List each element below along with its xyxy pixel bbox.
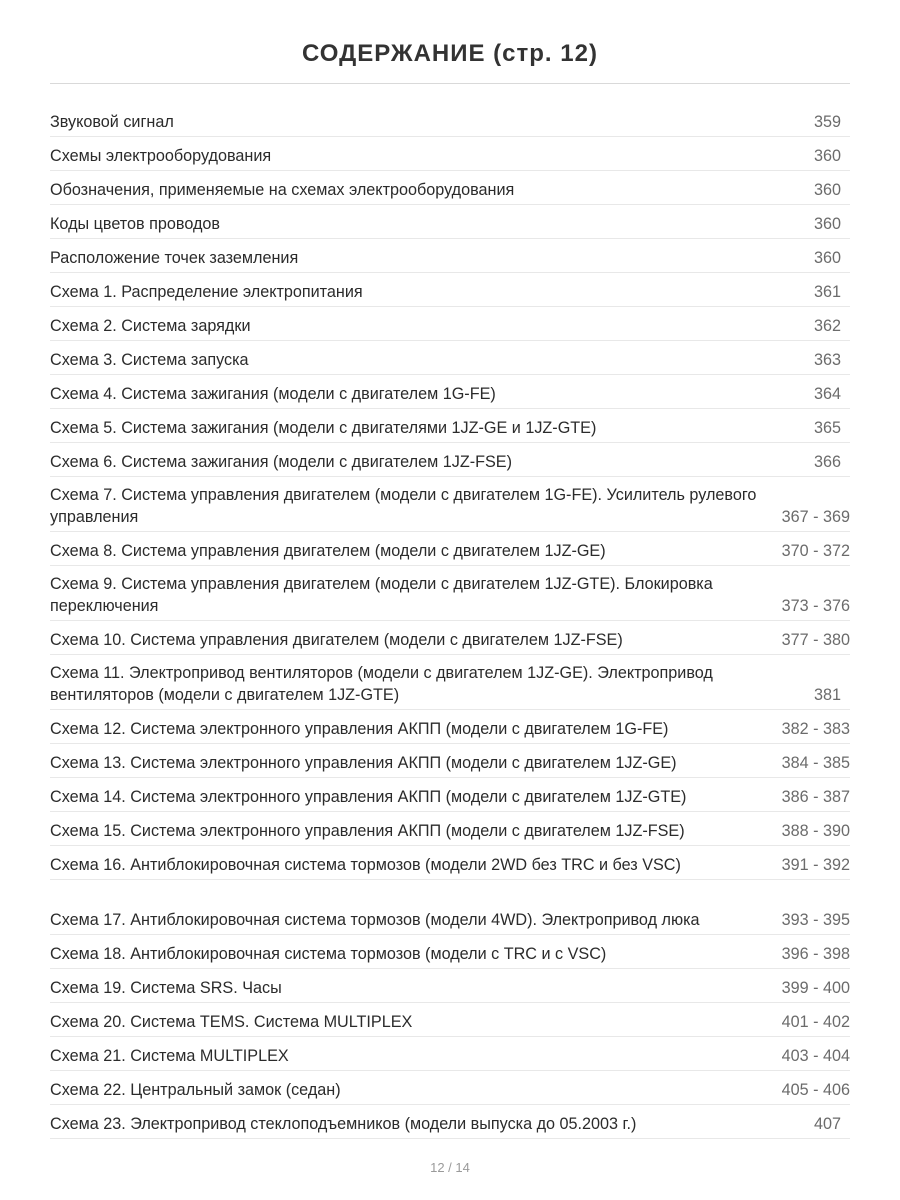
toc-entry-page: 359 bbox=[813, 112, 841, 131]
toc-entry-page: 382 - 383 bbox=[781, 719, 850, 738]
toc-entry-page: 393 - 395 bbox=[781, 910, 850, 929]
toc-entry-page: 366 bbox=[813, 452, 841, 471]
toc-entry-page: 399 - 400 bbox=[781, 978, 850, 997]
toc-entry[interactable] bbox=[50, 409, 850, 443]
toc-entry-title: Схема 2. Система зарядки bbox=[50, 316, 251, 335]
toc-entry-title: Схема 9. Система управления двигателем (модели с двигателем 1JZ-GTE). Блокировка переключения bbox=[50, 575, 713, 615]
toc-entry-title: Схема 18. Антиблокировочная система тормозов (модели с TRC и с VSC) bbox=[50, 944, 607, 963]
toc-entry-page: 360 bbox=[813, 214, 841, 233]
toc-entry[interactable] bbox=[50, 477, 850, 532]
toc-entry[interactable] bbox=[50, 239, 850, 273]
toc-entry-title: Схема 10. Система управления двигателем (модели с двигателем 1JZ-FSE) bbox=[50, 630, 623, 649]
toc-entry-title: Схема 17. Антиблокировочная система тормозов (модели 4WD). Электропривод люка bbox=[50, 910, 700, 929]
table-of-contents bbox=[50, 103, 850, 1139]
toc-entry-title: Схема 15. Система электронного управления АКПП (модели с двигателем 1JZ-FSE) bbox=[50, 821, 685, 840]
toc-entry-title: Коды цветов проводов bbox=[50, 214, 221, 233]
toc-entry-page: 407 bbox=[813, 1114, 841, 1133]
toc-entry-title: Схема 11. Электропривод вентиляторов (модели с двигателем 1JZ-GE). Электропривод вентиляторов (модели с двигателем 1JZ-GTE) bbox=[50, 664, 713, 704]
toc-entry[interactable] bbox=[50, 778, 850, 812]
toc-entry-title: Схема 16. Антиблокировочная система тормозов (модели 2WD без TRC и без VSC) bbox=[50, 855, 681, 874]
toc-entry[interactable] bbox=[50, 846, 850, 880]
toc-entry[interactable] bbox=[50, 205, 850, 239]
toc-entry[interactable] bbox=[50, 1071, 850, 1105]
toc-entry[interactable] bbox=[50, 307, 850, 341]
toc-entry[interactable] bbox=[50, 103, 850, 137]
page-number: 12 / 14 bbox=[430, 1160, 470, 1175]
toc-entry-title: Схема 5. Система зажигания (модели с двигателями 1JZ-GE и 1JZ-GTE) bbox=[50, 418, 597, 437]
toc-entry-page: 388 - 390 bbox=[781, 821, 850, 840]
toc-entry-page: 360 bbox=[813, 180, 841, 199]
toc-entry[interactable] bbox=[50, 1003, 850, 1037]
toc-entry-page: 363 bbox=[813, 350, 841, 369]
toc-entry[interactable] bbox=[50, 969, 850, 1003]
toc-entry[interactable] bbox=[50, 341, 850, 375]
toc-entry-title: Схема 13. Система электронного управления АКПП (модели с двигателем 1JZ-GE) bbox=[50, 753, 677, 772]
toc-entry-page: 391 - 392 bbox=[781, 855, 850, 874]
toc-entry-page: 396 - 398 bbox=[781, 944, 850, 963]
toc-entry-title: Схема 23. Электропривод стеклоподъемников (модели выпуска до 05.2003 г.) bbox=[50, 1114, 637, 1133]
toc-entry-page: 381 bbox=[813, 685, 841, 704]
toc-entry-title: Схема 21. Система MULTIPLEX bbox=[50, 1046, 289, 1065]
toc-entry-title: Расположение точек заземления bbox=[50, 248, 299, 267]
toc-entry-title: Схема 7. Система управления двигателем (модели с двигателем 1G-FE). Усилитель рулевого управления bbox=[50, 486, 757, 526]
toc-entry-page: 377 - 380 bbox=[781, 630, 850, 649]
toc-entry-page: 370 - 372 bbox=[781, 541, 850, 560]
toc-entry-title: Схема 4. Система зажигания (модели с двигателем 1G-FE) bbox=[50, 384, 496, 403]
toc-entry[interactable] bbox=[50, 1037, 850, 1071]
toc-entry[interactable] bbox=[50, 880, 850, 935]
toc-entry[interactable] bbox=[50, 1105, 850, 1139]
toc-entry[interactable] bbox=[50, 710, 850, 744]
toc-entry-page: 367 - 369 bbox=[781, 507, 850, 526]
toc-entry-title: Схема 6. Система зажигания (модели с двигателем 1JZ-FSE) bbox=[50, 452, 512, 471]
toc-entry-page: 362 bbox=[813, 316, 841, 335]
toc-entry[interactable] bbox=[50, 171, 850, 205]
toc-entry[interactable] bbox=[50, 935, 850, 969]
toc-entry[interactable] bbox=[50, 532, 850, 566]
toc-entry[interactable] bbox=[50, 812, 850, 846]
toc-entry-title: Схема 20. Система TEMS. Система MULTIPLEX bbox=[50, 1012, 413, 1031]
toc-entry-title: Схема 14. Система электронного управления АКПП (модели с двигателем 1JZ-GTE) bbox=[50, 787, 687, 806]
toc-entry-page: 360 bbox=[813, 146, 841, 165]
toc-entry-page: 403 - 404 bbox=[781, 1046, 850, 1065]
toc-entry[interactable] bbox=[50, 744, 850, 778]
toc-entry-page: 401 - 402 bbox=[781, 1012, 850, 1031]
toc-entry-title: Схема 22. Центральный замок (седан) bbox=[50, 1080, 341, 1099]
toc-entry[interactable] bbox=[50, 137, 850, 171]
page-title: СОДЕРЖАНИЕ (стр. 12) bbox=[302, 40, 598, 67]
toc-entry[interactable] bbox=[50, 621, 850, 655]
toc-entry-page: 373 - 376 bbox=[781, 596, 850, 615]
toc-entry-page: 364 bbox=[813, 384, 841, 403]
toc-entry-title: Звуковой сигнал bbox=[50, 112, 174, 131]
toc-entry-page: 405 - 406 bbox=[781, 1080, 850, 1099]
toc-entry[interactable] bbox=[50, 566, 850, 621]
toc-entry-title: Схема 19. Система SRS. Часы bbox=[50, 978, 282, 997]
toc-entry-page: 361 bbox=[813, 282, 841, 301]
toc-entry[interactable] bbox=[50, 443, 850, 477]
toc-entry[interactable] bbox=[50, 273, 850, 307]
toc-entry-title: Схемы электрооборудования bbox=[50, 146, 272, 165]
toc-entry-title: Схема 12. Система электронного управления АКПП (модели с двигателем 1G-FE) bbox=[50, 719, 669, 738]
toc-entry-page: 360 bbox=[813, 248, 841, 267]
toc-entry-title: Обозначения, применяемые на схемах электрооборудования bbox=[50, 180, 515, 199]
toc-entry-title: Схема 8. Система управления двигателем (модели с двигателем 1JZ-GE) bbox=[50, 541, 606, 560]
toc-entry-page: 384 - 385 bbox=[781, 753, 850, 772]
toc-entry-title: Схема 1. Распределение электропитания bbox=[50, 282, 363, 301]
toc-entry[interactable] bbox=[50, 375, 850, 409]
toc-entry-page: 386 - 387 bbox=[781, 787, 850, 806]
toc-entry-title: Схема 3. Система запуска bbox=[50, 350, 249, 369]
toc-entry[interactable] bbox=[50, 655, 850, 710]
title-divider bbox=[50, 83, 850, 84]
toc-entry-page: 365 bbox=[813, 418, 841, 437]
